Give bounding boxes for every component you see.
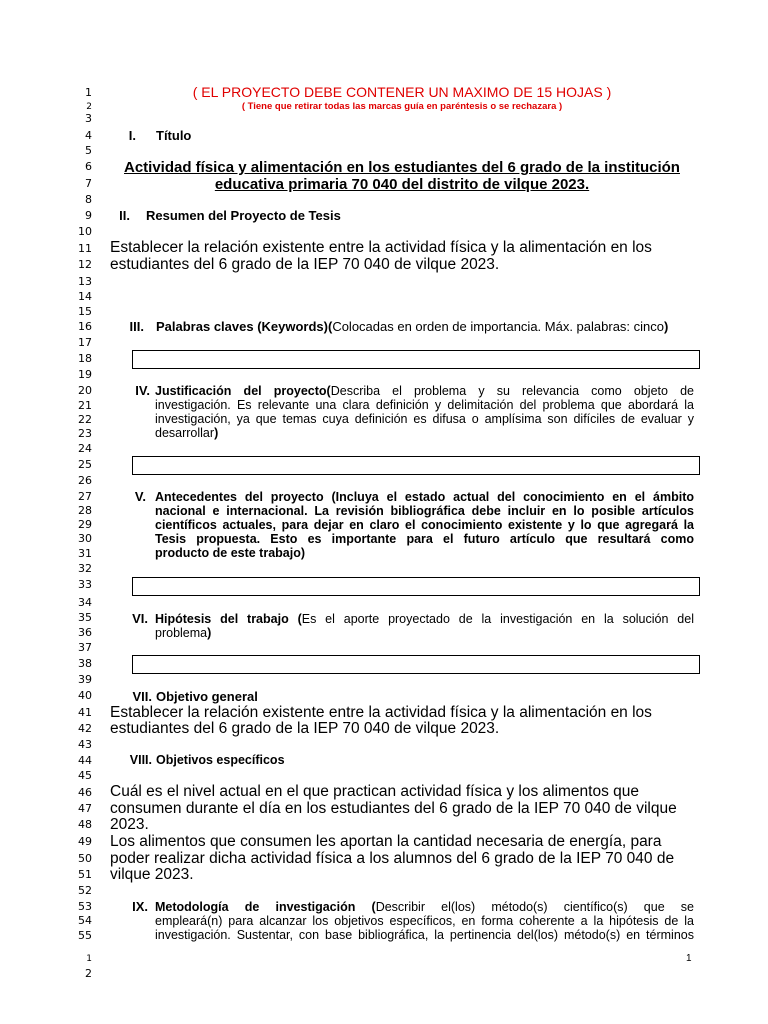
line-number: 27 — [78, 490, 92, 503]
line-number: 40 — [78, 689, 92, 702]
line-number: 12 — [78, 258, 92, 271]
justificacion-input-box[interactable] — [132, 456, 700, 475]
footer-line-number: 2 — [85, 967, 92, 980]
justificacion-text: Justificación del proyecto(Describa el problema y su relevancia como objeto de investigación. Es relevante una clara definición y delimitación del problema que abordará la investigación, ya que temas cuya definición es difusa o amplísima son difíciles de evaluar y desarrollar) — [155, 384, 694, 440]
section-number: IX. — [132, 899, 148, 914]
line-number: 1 — [85, 86, 92, 99]
line-number: 15 — [78, 305, 92, 318]
line-number: 23 — [78, 427, 92, 440]
section-number: VII. — [132, 689, 152, 704]
line-number: 21 — [78, 399, 92, 412]
line-number: 25 — [78, 458, 92, 471]
line-number: 19 — [78, 368, 92, 381]
line-number: 41 — [78, 706, 92, 719]
section-number: V. — [134, 489, 146, 504]
objetivo-especifico-text: Cuál es el nivel actual en el que practican actividad física y los alimentos que — [110, 783, 640, 800]
line-number: 38 — [78, 657, 92, 670]
line-number: 6 — [85, 160, 92, 173]
line-number: 7 — [85, 177, 92, 190]
line-number: 44 — [78, 754, 92, 767]
section-number: I. — [128, 128, 136, 143]
line-number: 47 — [78, 802, 92, 815]
objetivo-especifico-text: vilque 2023. — [110, 866, 194, 883]
line-number: 51 — [78, 868, 92, 881]
header-warning: ( EL PROYECTO DEBE CONTENER UN MAXIMO DE 15 HOJAS ) — [192, 84, 612, 100]
line-number: 3 — [85, 112, 92, 125]
line-number: 10 — [78, 225, 92, 238]
line-number: 46 — [78, 786, 92, 799]
metodologia-text: Metodología de investigación (Describir el(los) método(s) científico(s) que se empleará(n) para alcanzar los objetivos específicos, en forma coherente a la hipótesis de la investigación. Sustentar, con base bibliográfica, la pertinencia del(los) método(s) en términos — [155, 900, 694, 942]
line-number: 54 — [78, 914, 92, 927]
line-number: 9 — [85, 209, 92, 222]
objetivo-especifico-text: poder realizar dicha actividad física a los alumnos del 6 grado de la IEP 70 040 de — [110, 850, 675, 867]
section-number: VI. — [132, 611, 148, 626]
resumen-text: estudiantes del 6 grado de la IEP 70 040 de vilque 2023. — [110, 256, 500, 273]
line-number: 2 — [86, 102, 92, 112]
project-title-line2: educativa primaria 70 040 del distrito de vilque 2023. — [214, 176, 590, 193]
line-number: 53 — [78, 900, 92, 913]
line-number: 4 — [85, 129, 92, 142]
antecedentes-text: Antecedentes del proyecto (Incluya el estado actual del conocimiento en el ámbito nacional e internacional. La revisión bibliográfica debe incluir en lo posible artículos científicos actuales, para dejar en claro el conocimiento existente y lo que agregará la Tesis propuesta. Esto es importante para el futuro artículo que resultará como producto de este trabajo) — [155, 490, 694, 560]
section-number: III. — [129, 319, 144, 334]
line-number: 45 — [78, 769, 92, 782]
line-number: 24 — [78, 442, 92, 455]
section-heading-objetivos-especificos: Objetivos específicos — [156, 753, 285, 767]
objetivo-general-text: Establecer la relación existente entre la actividad física y la alimentación en los — [110, 704, 652, 721]
line-number: 32 — [78, 562, 92, 575]
section-heading-objetivo-general: Objetivo general — [156, 689, 258, 704]
section-heading-resumen: Resumen del Proyecto de Tesis — [146, 208, 341, 223]
line-number: 50 — [78, 852, 92, 865]
line-number: 22 — [78, 413, 92, 426]
objetivo-especifico-text: Los alimentos que consumen les aportan la cantidad necesaria de energía, para — [110, 833, 662, 850]
page-number: 1 — [686, 953, 692, 964]
line-number: 30 — [78, 532, 92, 545]
line-number: 8 — [85, 193, 92, 206]
objetivo-especifico-text: 2023. — [110, 816, 149, 833]
line-number: 34 — [78, 596, 92, 609]
hipotesis-input-box[interactable] — [132, 655, 700, 674]
line-number: 36 — [78, 626, 92, 639]
line-number: 13 — [78, 275, 92, 288]
section-heading-titulo: Título — [156, 128, 192, 143]
line-number: 55 — [78, 929, 92, 942]
footer-line-number: 1 — [86, 954, 92, 964]
section-number: II. — [119, 208, 130, 223]
resumen-text: Establecer la relación existente entre la actividad física y la alimentación en los — [110, 239, 652, 256]
line-number: 52 — [78, 884, 92, 897]
line-number: 16 — [78, 320, 92, 333]
keywords-input-box[interactable] — [132, 350, 700, 369]
objetivo-general-text: estudiantes del 6 grado de la IEP 70 040 de vilque 2023. — [110, 720, 500, 737]
hipotesis-text: Hipótesis del trabajo (Es el aporte proyectado de la investigación en la solución del problema) — [155, 612, 694, 640]
line-number: 29 — [78, 518, 92, 531]
line-number: 14 — [78, 290, 92, 303]
line-number: 35 — [78, 611, 92, 624]
project-title-line1: Actividad física y alimentación en los estudiantes del 6 grado de la institución — [124, 159, 680, 176]
antecedentes-input-box[interactable] — [132, 577, 700, 596]
objetivo-especifico-text: consumen durante el día en los estudiantes del 6 grado de la IEP 70 040 de vilque — [110, 800, 677, 817]
line-number: 37 — [78, 641, 92, 654]
line-number: 43 — [78, 738, 92, 751]
line-number: 20 — [78, 384, 92, 397]
header-subwarning: ( Tiene que retirar todas las marcas guía en paréntesis o se rechazara ) — [241, 101, 563, 112]
line-number: 33 — [78, 578, 92, 591]
line-number: 49 — [78, 835, 92, 848]
section-number: IV. — [135, 383, 150, 398]
line-number: 48 — [78, 818, 92, 831]
section-number: VIII. — [129, 753, 152, 767]
line-number: 39 — [78, 673, 92, 686]
line-number: 31 — [78, 547, 92, 560]
line-number: 17 — [78, 336, 92, 349]
line-number: 26 — [78, 474, 92, 487]
section-heading-keywords: Palabras claves (Keywords)(Colocadas en orden de importancia. Máx. palabras: cinco) — [156, 319, 669, 334]
line-number: 18 — [78, 352, 92, 365]
line-number: 28 — [78, 504, 92, 517]
line-number: 11 — [78, 242, 92, 255]
line-number: 5 — [85, 144, 92, 157]
line-number: 42 — [78, 722, 92, 735]
